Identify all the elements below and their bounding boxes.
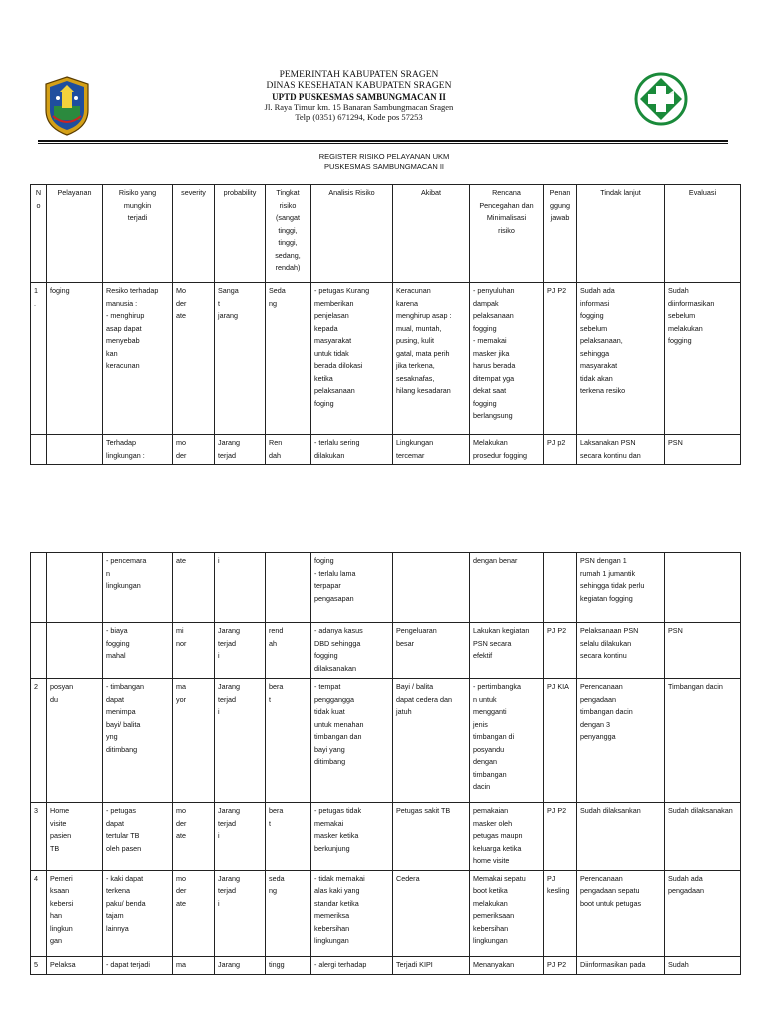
cell-tingkat: rend ah: [266, 623, 311, 679]
cell-analisis: foging - terlalu lama terpapar pengasapan: [311, 553, 393, 623]
cell-rencana: - pertimbangka n untuk mengganti jenis timbangan di posyandu dengan timbangan dacin: [470, 679, 544, 803]
cell-analisis: - petugas Kurang memberikan penjelasan kepada masyarakat untuk tidak berada dilokasi ketika pelaksanaan foging: [311, 283, 393, 435]
cell-pelayanan: posyan du: [47, 679, 103, 803]
cell-no: [31, 623, 47, 679]
puskesmas-cross-icon: [634, 72, 688, 126]
cell-pelayanan: Pelaksa: [47, 956, 103, 974]
cell-akibat: Bayi / balita dapat cedera dan jatuh: [393, 679, 470, 803]
header-evaluasi: Evaluasi: [665, 185, 741, 283]
cell-severity: ma yor: [173, 679, 215, 803]
cell-akibat: Pengeluaran besar: [393, 623, 470, 679]
cell-probability: Jarang: [215, 956, 266, 974]
cell-analisis: - terlalu sering dilakukan: [311, 435, 393, 465]
cell-severity: ma: [173, 956, 215, 974]
cell-risiko: - pencemara n lingkungan: [103, 553, 173, 623]
header-tingkat: Tingkat risiko (sangat tinggi, tinggi, sedang, rendah): [266, 185, 311, 283]
document-title: [200, 152, 568, 172]
cell-evaluasi: PSN: [665, 623, 741, 679]
header-penanggung: Penan ggung jawab: [544, 185, 577, 283]
cell-no: 2: [31, 679, 47, 803]
cell-rencana: Menanyakan: [470, 956, 544, 974]
cell-pelayanan: [47, 553, 103, 623]
cell-penanggung: PJ P2: [544, 283, 577, 435]
cell-probability: Jarang terjad: [215, 435, 266, 465]
cell-tingkat: Ren dah: [266, 435, 311, 465]
letterhead-institution: UPTD PUSKESMAS SAMBUNGMACAN II: [272, 92, 446, 102]
cell-rencana: - penyuluhan dampak pelaksanaan fogging - memakai masker jika harus berada ditempat yga dekat saat fogging berlangsung: [470, 283, 544, 435]
cell-probability: Jarang terjad i: [215, 870, 266, 956]
cell-tindak: Perencanaan pengadaan timbangan dacin dengan 3 penyangga: [577, 679, 665, 803]
cell-akibat: Terjadi KIPI: [393, 956, 470, 974]
cell-severity: ate: [173, 553, 215, 623]
header-risiko: Risiko yang mungkin terjadi: [103, 185, 173, 283]
regency-seal-icon: [44, 76, 90, 136]
letterhead-phone: Telp (0351) 671294, Kode pos 57253: [295, 112, 423, 122]
cell-akibat: Lingkungan tercemar: [393, 435, 470, 465]
header-pelayanan: Pelayanan: [47, 185, 103, 283]
cell-analisis: - petugas tidak memakai masker ketika berkunjung: [311, 803, 393, 871]
letterhead: [150, 70, 568, 122]
table-row: [31, 623, 741, 679]
cell-tingkat: bera t: [266, 803, 311, 871]
cell-risiko: - dapat terjadi: [103, 956, 173, 974]
header-analisis: Analisis Risiko: [311, 185, 393, 283]
header-tindak: Tindak lanjut: [577, 185, 665, 283]
cell-penanggung: PJ P2: [544, 803, 577, 871]
cell-pelayanan: Pemeri ksaan kebersi han lingkun gan: [47, 870, 103, 956]
table-row: [31, 870, 741, 956]
cell-probability: i: [215, 553, 266, 623]
risk-register-table-continued: [30, 552, 741, 975]
header-rencana: Rencana Pencegahan dan Minimalisasi risiko: [470, 185, 544, 283]
cell-pelayanan: [47, 435, 103, 465]
cell-risiko: - petugas dapat tertular TB oleh pasen: [103, 803, 173, 871]
cell-no: 5: [31, 956, 47, 974]
cell-risiko: - biaya fogging mahal: [103, 623, 173, 679]
cell-akibat: [393, 553, 470, 623]
cell-probability: Sanga t jarang: [215, 283, 266, 435]
cell-evaluasi: Timbangan dacin: [665, 679, 741, 803]
cell-akibat: Keracunan karena menghirup asap : mual, muntah, pusing, kulit gatal, mata perih jika terkena, sesaknafas, hilang kesadaran: [393, 283, 470, 435]
cell-probability: Jarang terjad i: [215, 803, 266, 871]
cell-pelayanan: Home visite pasien TB: [47, 803, 103, 871]
cell-rencana: Melakukan prosedur fogging: [470, 435, 544, 465]
table-header-row: [31, 185, 741, 283]
cell-analisis: - tidak memakai alas kaki yang standar ketika memeriksa kebersihan lingkungan: [311, 870, 393, 956]
document-title-line2: PUSKESMAS SAMBUNGMACAN II: [323, 162, 445, 171]
cell-tingkat: Seda ng: [266, 283, 311, 435]
cell-risiko: Resiko terhadap manusia : - menghirup asap dapat menyebab kan keracunan: [103, 283, 173, 435]
risk-register-table: [30, 184, 741, 465]
cell-severity: mo der ate: [173, 870, 215, 956]
header-no: N o: [31, 185, 47, 283]
cell-tindak: Sudah ada informasi fogging sebelum pelaksanaan, sehingga masyarakat tidak akan terkena resiko: [577, 283, 665, 435]
letterhead-department: DINAS KESEHATAN KABUPATEN SRAGEN: [266, 81, 452, 91]
page-one: [0, 0, 768, 470]
cell-analisis: - adanya kasus DBD sehingga fogging dilaksanakan: [311, 623, 393, 679]
cell-tindak: Laksanakan PSN secara kontinu dan: [577, 435, 665, 465]
table-row: [31, 283, 741, 435]
cell-severity: mo der: [173, 435, 215, 465]
cell-evaluasi: Sudah ada pengadaan: [665, 870, 741, 956]
cell-analisis: - alergi terhadap: [311, 956, 393, 974]
cell-tindak: Perencanaan pengadaan sepatu boot untuk petugas: [577, 870, 665, 956]
cell-severity: Mo der ate: [173, 283, 215, 435]
cell-penanggung: PJ KIA: [544, 679, 577, 803]
cell-evaluasi: Sudah dilaksanakan: [665, 803, 741, 871]
cell-tindak: Diinformasikan pada: [577, 956, 665, 974]
cell-rencana: dengan benar: [470, 553, 544, 623]
cell-severity: mo der ate: [173, 803, 215, 871]
cell-penanggung: PJ P2: [544, 623, 577, 679]
table-row: [31, 803, 741, 871]
cell-penanggung: PJ P2: [544, 956, 577, 974]
document-title-line1: REGISTER RISIKO PELAYANAN UKM: [318, 152, 450, 161]
table-row: [31, 435, 741, 465]
cell-probability: Jarang terjad i: [215, 679, 266, 803]
cell-penanggung: PJ p2: [544, 435, 577, 465]
cell-severity: mi nor: [173, 623, 215, 679]
cell-evaluasi: Sudah diinformasikan sebelum melakukan fogging: [665, 283, 741, 435]
cell-risiko: - timbangan dapat menimpa bayi/ balita yng ditimbang: [103, 679, 173, 803]
cell-rencana: pemakaian masker oleh petugas maupn keluarga ketika home visite: [470, 803, 544, 871]
cell-akibat: Cedera: [393, 870, 470, 956]
cell-risiko: - kaki dapat terkena paku/ benda tajam lainnya: [103, 870, 173, 956]
header-severity: severity: [173, 185, 215, 283]
page-two: [0, 552, 768, 1024]
cell-no: 4: [31, 870, 47, 956]
letterhead-government: PEMERINTAH KABUPATEN SRAGEN: [279, 70, 439, 80]
header-probability: probability: [215, 185, 266, 283]
cell-probability: Jarang terjad i: [215, 623, 266, 679]
cell-tingkat: seda ng: [266, 870, 311, 956]
table-row: [31, 679, 741, 803]
cell-pelayanan: foging: [47, 283, 103, 435]
cell-analisis: - tempat penggangga tidak kuat untuk menahan timbangan dan bayi yang ditimbang: [311, 679, 393, 803]
cell-tingkat: bera t: [266, 679, 311, 803]
cell-pelayanan: [47, 623, 103, 679]
cell-evaluasi: Sudah: [665, 956, 741, 974]
cell-tindak: PSN dengan 1 rumah 1 jumantik sehingga tidak perlu kegiatan fogging: [577, 553, 665, 623]
cell-no: [31, 553, 47, 623]
letterhead-address: Jl. Raya Timur km. 15 Banaran Sambungmacan Sragen: [264, 102, 454, 112]
letterhead-rule-thin: [38, 143, 728, 144]
cell-no: 1 .: [31, 283, 47, 435]
cell-akibat: Petugas sakit TB: [393, 803, 470, 871]
cell-tingkat: [266, 553, 311, 623]
table-row: [31, 553, 741, 623]
cell-no: [31, 435, 47, 465]
cell-rencana: Memakai sepatu boot ketika melakukan pemeriksaan kebersihan lingkungan: [470, 870, 544, 956]
cell-penanggung: PJ kesling: [544, 870, 577, 956]
cell-penanggung: [544, 553, 577, 623]
cell-rencana: Lakukan kegiatan PSN secara efektif: [470, 623, 544, 679]
table-row: [31, 956, 741, 974]
header-akibat: Akibat: [393, 185, 470, 283]
cell-evaluasi: PSN: [665, 435, 741, 465]
cell-evaluasi: [665, 553, 741, 623]
cell-tingkat: tingg: [266, 956, 311, 974]
cell-risiko: Terhadap lingkungan :: [103, 435, 173, 465]
cell-tindak: Sudah dilaksankan: [577, 803, 665, 871]
cell-tindak: Pelaksanaan PSN selalu dilakukan secara kontinu: [577, 623, 665, 679]
letterhead-rule-thick: [38, 140, 728, 142]
cell-no: 3: [31, 803, 47, 871]
